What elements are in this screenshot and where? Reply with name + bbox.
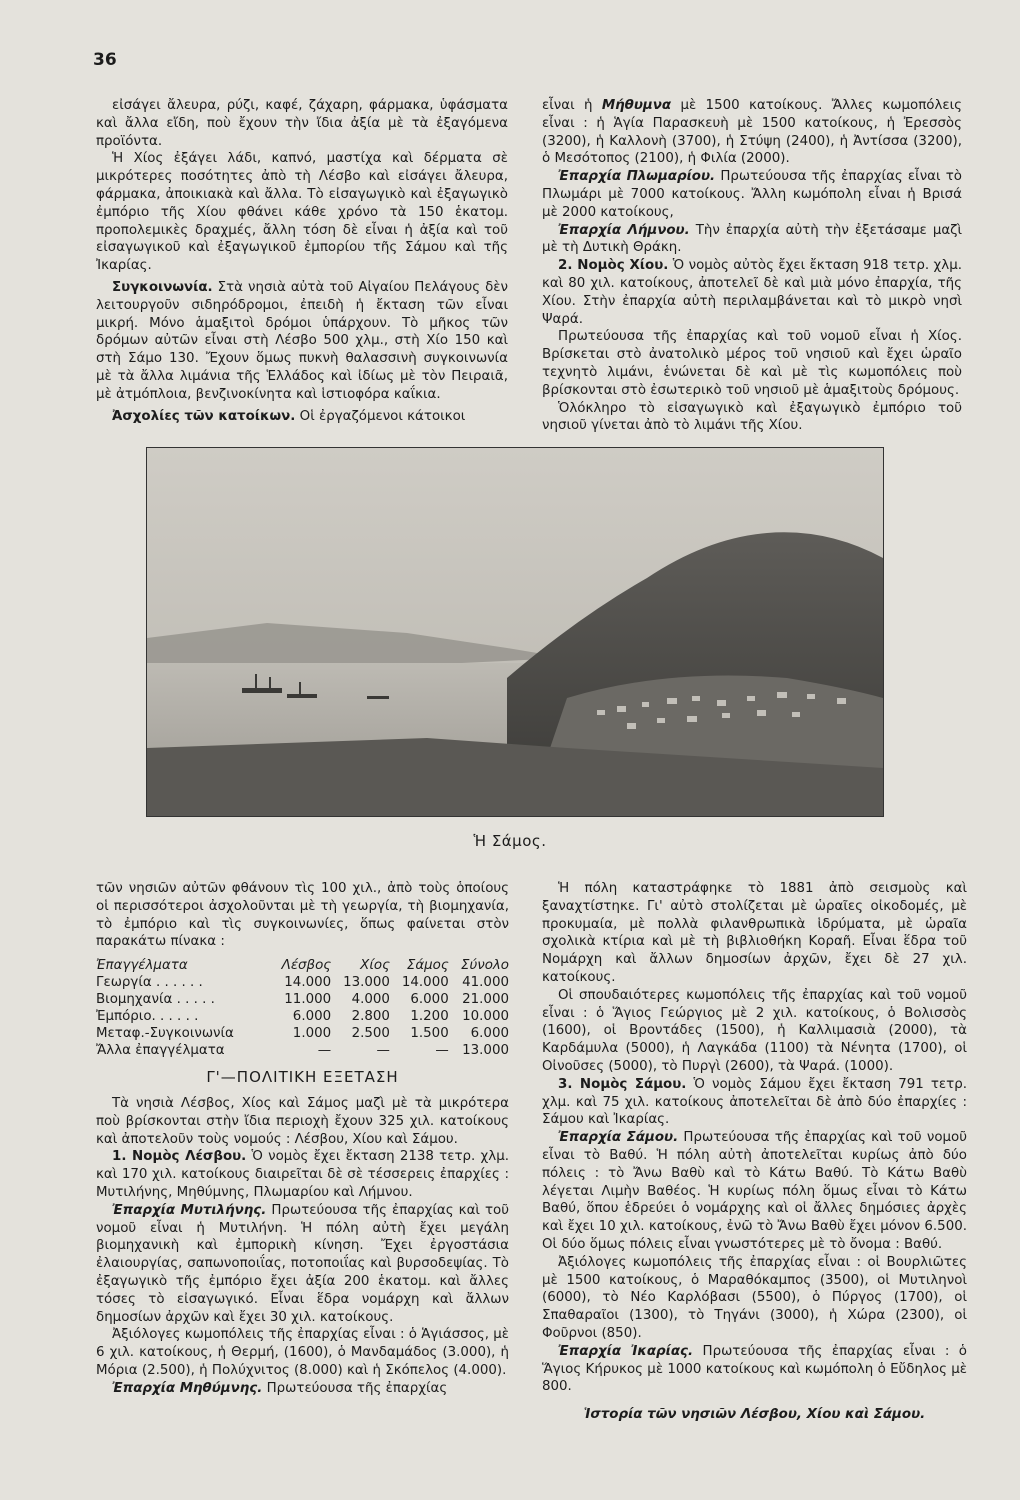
paragraph-text: Πρωτεύουσα τῆς ἐπαρχίας [266, 1380, 448, 1396]
section-title: Γ'—ΠΟΛΙΤΙΚΗ ΕΞΕΤΑΣΗ [206, 1068, 399, 1087]
table-cell: 13.000 [343, 975, 390, 991]
table-row [96, 974, 509, 991]
heading-mytilene: Ἐπαρχία Μυτιλήνης. [112, 1202, 267, 1218]
table-cell: 1.000 [292, 1026, 332, 1042]
table-row [96, 991, 509, 1008]
paragraph-text: Οἱ ἐργαζόμενοι κάτοικοι [299, 408, 466, 424]
table-cell: Ἐμπόριο. . . . . . [96, 1009, 199, 1025]
column-bottom-left [96, 880, 509, 1398]
paragraph-text: Στὰ νησιὰ αὐτὰ τοῦ Αἰγαίου Πελάγους δὲν λειτουργοῦν σιδηρόδρομοι, ἐπειδὴ ἡ ἔκταση τῶν εἶναι μικρή. Μόνο ἁμαξιτοὶ δρόμοι ὑπάρχουν. Τὸ μῆκος τῶν δρόμων αὐτῶν εἶναι στὴ Λέσβο 500 χλμ., στὴ Χίο 150 καὶ στὴ Σάμο 130. Ἔχουν ὅμως πυκνὴ θαλασσινὴ συγκοινωνία μὲ τὰ ἄλλα λιμάνια τῆς Ἑλλάδος καὶ ἰδίως μὲ τὸν Πειραιᾶ, μὲ ἀτμόπλοια, βενζινοκίνητα καὶ ἱστιοφόρα καΐκια. [96, 279, 508, 402]
paragraph [542, 1076, 967, 1129]
heading-limnos: Ἐπαρχία Λήμνου. [558, 222, 690, 238]
heading-samos-province: Ἐπαρχία Σάμου. [558, 1130, 679, 1146]
table-row [96, 1008, 509, 1025]
heading-communications: Συγκοινωνία. [112, 279, 213, 295]
table-header: Ἐπαγγέλματα [96, 958, 188, 974]
column-top-left [96, 97, 508, 425]
paragraph [542, 97, 962, 168]
table-row [96, 1025, 509, 1042]
paragraph-text: Πρωτεύουσα τῆς ἐπαρχίας εἶναι τὸ Πλωμάρι μὲ 7000 κατοίκους. Ἄλλη κωμόπολη εἶναι ἡ Βρισά μὲ 2000 κατοίκους, [542, 169, 962, 220]
paragraph: Ἡ Χίος ἐξάγει λάδι, καπνό, μαστίχα καὶ δέρματα σὲ μικρότερες ποσότητες ἀπὸ τὴ Λέσβο καὶ εἰσάγει ἄλευρα, φάρμακα, ἀποικιακὰ καὶ ἄλλα. Τὸ εἰσαγωγικὸ καὶ ἐξαγωγικὸ ἐμπόριο τῆς Χίου φθάνει κάθε χρόνο τὰ 150 ἑκατομ. προπολεμικὲς δραχμές, ἄλλη τόση δὲ εἶναι ἡ ἀξία καὶ τοῦ εἰσαγωγικοῦ καὶ ἐξαγωγικοῦ ἐμπορίου τῆς Σάμου καὶ τῆς Ἰκαρίας. [96, 151, 508, 274]
table-header: Χίος [360, 958, 390, 974]
table-cell: 10.000 [462, 1009, 509, 1025]
heading-lesvos-prefecture: 1. Νομὸς Λέσβου. [112, 1149, 247, 1165]
paragraph-text: Ὁ νομὸς αὐτὸς ἔχει ἔκταση 918 τετρ. χλμ. καὶ 80 χιλ. κατοίκους, ἀποτελεῖ δὲ καὶ μιὰ μόνο ἐπαρχία, τῆς Χίου. Στὴν ἐπαρχία αὐτὴ περιλαμβάνεται καὶ τὸ μικρὸ νησὶ Ψαρά. [542, 258, 962, 327]
paragraph-text: μὲ 1500 κατοίκους. Ἄλλες κωμοπόλεις εἶναι : ἡ Ἁγία Παρασκευὴ μὲ 1500 κατοίκους, ἡ Ἐρεσσὸς (3200), ἡ Καλλονὴ (3700), ἡ Στύψη (2400), ἡ Ἀντίσσα (3200), ὁ Μεσότοπος (2100), ἡ Φιλία (2000). [542, 98, 963, 167]
paragraph-text: Ὁ νομὸς Σάμου ἔχει ἔκταση 791 τετρ. χλμ. καὶ 75 χιλ. κατοίκους ἀποτελεῖται δὲ ἀπὸ δύο ἐπαρχίες : Σάμου καὶ Ἰκαρίας. [542, 1076, 967, 1128]
table-cell: 21.000 [462, 992, 509, 1008]
table-cell: 6.000 [470, 1026, 509, 1042]
table-cell: Γεωργία . . . . . . [96, 975, 203, 991]
paragraph [542, 1343, 967, 1396]
place-name: Μήθυμνα [601, 98, 672, 113]
table-cell: 41.000 [462, 975, 509, 991]
table-cell: 11.000 [284, 992, 332, 1008]
table-cell: 4.000 [351, 992, 390, 1008]
paragraph-text: Πρωτεύουσα τῆς ἐπαρχίας εἶναι : ὁ Ἅγιος Κήρυκος μὲ 1000 κατοίκους καὶ κωμόπολη ὁ Εὔδηλος μὲ 800. [542, 1343, 967, 1395]
table-cell: 14.000 [401, 975, 449, 991]
paragraph: Τὰ νησιὰ Λέσβος, Χίος καὶ Σάμος μαζὶ μὲ τὰ μικρότερα ποὺ βρίσκονται στὴν ἴδια περιοχὴ ἔχουν 325 χιλ. κατοίκους καὶ ἀποτελοῦν τοὺς νομούς : Λέσβου, Χίου καὶ Σάμου. [96, 1095, 509, 1147]
table-cell: Ἄλλα ἐπαγγέλματα [96, 1043, 225, 1059]
table-cell: Βιομηχανία . . . . . [96, 992, 215, 1008]
column-top-right [542, 97, 962, 435]
paragraph [96, 1380, 509, 1398]
occupations-table [96, 957, 509, 1059]
table-cell: 6.000 [292, 1009, 332, 1025]
paragraph [542, 222, 962, 258]
paragraph: εἰσάγει ἄλευρα, ρύζι, καφέ, ζάχαρη, φάρμακα, ὑφάσματα καὶ ἄλλα εἴδη, ποὺ ἔχουν τὴν ἴδια ἀξία μὲ τὰ ἐξαγόμενα προϊόντα. [96, 98, 508, 149]
paragraph-communications [96, 279, 508, 404]
history-heading: Ἱστορία τῶν νησιῶν Λέσβου, Χίου καὶ Σάμου. [583, 1407, 926, 1423]
paragraph: Ὁλόκληρο τὸ εἰσαγωγικὸ καὶ ἐξαγωγικὸ ἐμπόριο τοῦ νησιοῦ γίνεται ἀπὸ τὸ λιμάνι τῆς Χίου. [542, 400, 962, 434]
table-cell: — [376, 1043, 390, 1059]
table-cell: 14.000 [284, 975, 332, 991]
table-header: Σάμος [406, 958, 449, 974]
heading-methymna: Ἐπαρχία Μηθύμνης. [112, 1380, 263, 1396]
heading-samos-prefecture: 3. Νομὸς Σάμου. [558, 1076, 687, 1092]
paragraph-text: Πρωτεύουσα τῆς ἐπαρχίας καὶ τοῦ νομοῦ εἶναι τὸ Βαθύ. Ἡ πόλη αὐτὴ ἀποτελεῖται κυρίως ἀπὸ δύο πόλεις : τὸ Ἄνω Βαθὺ καὶ τὸ Κάτω Βαθύ. Τὸ Κάτω Βαθὺ λέγεται Λιμὴν Βαθέος. Ἡ κυρίως πόλη ὅμως εἶναι τὸ Κάτω Βαθύ, ὅπου ἑδρεύει ὁ νομάρχης καὶ οἱ ἄλλες δημόσιες ἀρχὲς καὶ ἔχει 10 χιλ. κατοίκους, ἐνῶ τὸ Ἄνω Βαθὺ ἔχει μόνον 6.500. Οἱ δύο ὅμως πόλεις εἶναι γνωστότερες μὲ τὸ ὄνομα : Βαθύ. [542, 1130, 967, 1252]
paragraph-text: εἶναι ἡ [542, 98, 593, 113]
column-bottom-right [542, 880, 967, 1424]
table-cell: 1.500 [410, 1026, 449, 1042]
paragraph-text: Πρωτεύουσα τῆς ἐπαρχίας καὶ τοῦ νομοῦ εἶναι ἡ Μυτιλήνη. Ἡ πόλη αὐτὴ ἔχει μεγάλη βιομηχανικὴ καὶ ἐμπορικὴ κίνηση. Ἔχει ἐργοστάσια ἐλαιουργίας, σαπωνοποιΐας, ποτοποιΐας καὶ βυρσοδεψίας. Τὸ ἐξαγωγικὸ τῆς ἐμπόριο ἔχει ἀξία 200 ἑκατομ. καὶ ἄλλες τόσες τὸ εἰσαγωγικό. Εἶναι ἕδρα νομάρχη καὶ ἄλλων δημοσίων ἀρχῶν καὶ ἔχει 30 χιλ. κατοίκους. [96, 1202, 509, 1325]
harbor-landscape-illustration [147, 448, 883, 816]
paragraph: Ἡ πόλη καταστράφηκε τὸ 1881 ἀπὸ σεισμοὺς καὶ ξαναχτίστηκε. Γι' αὐτὸ στολίζεται μὲ ὡραῖες οἰκοδομές, μὲ προκυμαία, μὲ πολλὰ φιλανθρωπικὰ ἱδρύματα, μὲ ὡραῖα σχολικὰ κτίρια καὶ μὲ τὴ βιβλιοθήκη Κοραῆ. Εἶναι ἕδρα τοῦ Νομάρχη καὶ ἄλλων δημοσίων ἀρχῶν, ἔχει δὲ 27 χιλ. κατοίκους. [542, 881, 967, 985]
heading-plomari: Ἐπαρχία Πλωμαρίου. [558, 169, 716, 185]
table-cell: 1.200 [410, 1009, 449, 1025]
paragraph [96, 1148, 509, 1201]
paragraph: Ἀξιόλογες κωμοπόλεις τῆς ἐπαρχίας εἶναι : οἱ Βουρλιῶτες μὲ 1500 κατοίκους, ὁ Μαραθόκαμπος (3500), οἱ Μυτιληνοὶ (6000), τὸ Νέο Καρλόβασι (5500), ὁ Πύργος (1700), οἱ Σπαθαραῖοι (1300), τὸ Τηγάνι (3000), ἡ Χώρα (2300), οἱ Φοῦρνοι (850). [542, 1254, 967, 1341]
table-cell: 2.800 [351, 1009, 390, 1025]
table-header: Λέσβος [281, 958, 332, 974]
paragraph [542, 257, 962, 328]
table-header-row [96, 957, 509, 974]
table-cell: 2.500 [351, 1026, 390, 1042]
heading-occupations: Ἀσχολίες τῶν κατοίκων. [112, 408, 296, 424]
paragraph [96, 1202, 509, 1327]
table-cell: — [435, 1043, 449, 1059]
paragraph-occupations [96, 408, 508, 426]
paragraph: Οἱ σπουδαιότερες κωμοπόλεις τῆς ἐπαρχίας καὶ τοῦ νομοῦ εἶναι : ὁ Ἅγιος Γεώργιος μὲ 2 χιλ. κατοίκους, ὁ Βολισσὸς (1600), οἱ Βροντάδες (1500), ἡ Καλλιμασιὰ (2000), τὰ Καρδάμυλα (5000), ἡ Λαγκάδα (1100) τὰ Νένητα (1700), οἱ Οἰνοῦσες (5000), τὸ Πυργὶ (2600), τὰ Ψαρά. (1000). [542, 987, 967, 1074]
table-cell: 6.000 [410, 992, 449, 1008]
table-header: Σύνολο [461, 958, 509, 974]
paragraph: τῶν νησιῶν αὐτῶν φθάνουν τὶς 100 χιλ., ἀπὸ τοὺς ὁποίους οἱ περισσότεροι ἀσχολοῦνται μὲ τὴ γεωργία, τὴ βιομηχανία, τὸ ἐμπόριο καὶ τὶς συγκοινωνίες, ὅπως φαίνεται στὸν παρακάτω πίνακα : [96, 881, 509, 950]
page-number: 36 [93, 50, 117, 70]
heading-chios-prefecture: 2. Νομὸς Χίου. [558, 258, 669, 274]
paragraph: Πρωτεύουσα τῆς ἐπαρχίας καὶ τοῦ νομοῦ εἶναι ἡ Χίος. Βρίσκεται στὸ ἀνατολικὸ μέρος τοῦ νησιοῦ καὶ ἔχει ὡραῖο τεχνητὸ λιμάνι, ἑνώνεται δὲ καὶ μὲ τὶς κωμοπόλεις ποὺ βρίσκονται στὸ ἐσωτερικὸ τοῦ νησιοῦ μὲ ἁμαξιτοὺς δρόμους. [542, 329, 962, 398]
table-cell: 13.000 [462, 1043, 509, 1059]
samos-photograph [146, 447, 884, 817]
paragraph-text: Τὴν ἐπαρχία αὐτὴ τὴν ἐξετάσαμε μαζὶ μὲ τὴ Δυτικὴ Θράκη. [542, 222, 962, 256]
table-cell: Μεταφ.-Συγκοινωνία [96, 1026, 234, 1042]
heading-ikaria-province: Ἐπαρχία Ἰκαρίας. [558, 1343, 694, 1359]
table-row [96, 1042, 509, 1059]
paragraph [542, 168, 962, 221]
figure-caption: Ἡ Σάμος. [473, 832, 547, 850]
table-cell: — [317, 1043, 332, 1059]
paragraph-text: Ὁ νομὸς ἔχει ἔκταση 2138 τετρ. χλμ. καὶ 170 χιλ. κατοίκους διαιρεῖται δὲ σὲ τέσσερεις ἐπαρχίες : Μυτιλήνης, Μηθύμνης, Πλωμαρίου καὶ Λήμνου. [96, 1149, 509, 1200]
paragraph [542, 1129, 967, 1254]
paragraph: Ἀξιόλογες κωμοπόλεις τῆς ἐπαρχίας εἶναι : ὁ Ἁγιάσσος, μὲ 6 χιλ. κατοίκους, ἡ Θερμή, (1600), ὁ Μανδαμάδος (3.000), ἡ Μόρια (2.500), ἡ Πολύχνιτος (8.000) καὶ ἡ Σκόπελος (4.000). [96, 1327, 509, 1378]
